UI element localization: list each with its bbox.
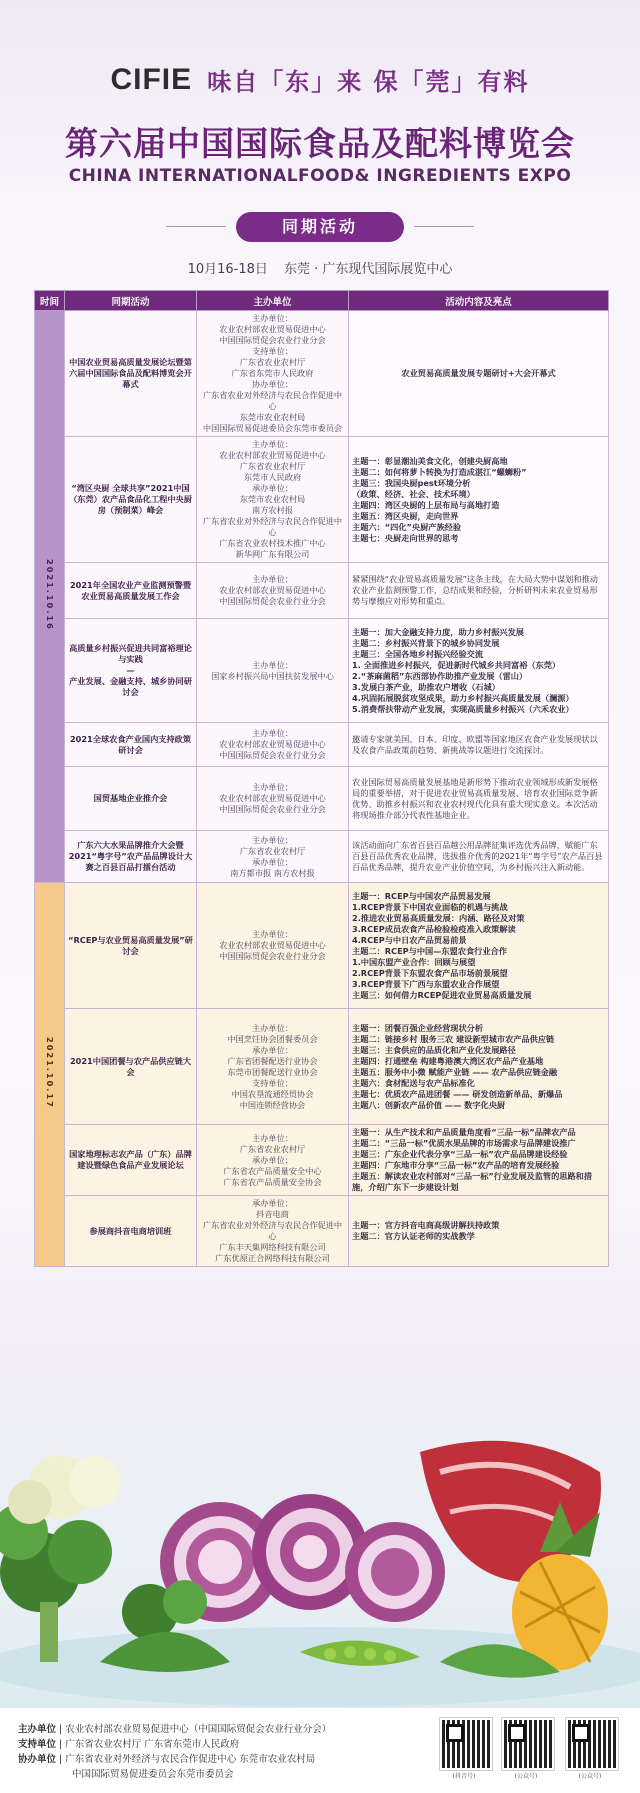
qr-label: (公众号) [578,1773,602,1780]
cifie-logo: CIFIE [110,62,193,96]
host-cell: 主办单位： 农业农村部农业贸易促进中心 广东省农业农村厅 东莞市人民政府 承办单位： 东莞市农业农村局 南方农村报 广东省农业对外经济与农民合作促进中心 广东省农业农村技术推广中心 新华网广东有限公司 [197,437,349,563]
table-header-row [35,291,609,311]
date-label: 2021.10.16 [45,559,55,631]
activity-cell: 2021全球农食产业国内支持政策研讨会 [65,723,197,767]
host-cell: 主办单位： 农业农村部农业贸易促进中心 中国国际贸促会农业行业分会 [197,723,349,767]
activity-cell: 高质量乡村振兴促进共同富裕理论与实践 — 产业发展、金融支持、城乡协同研讨会 [65,619,197,723]
activity-cell: 中国农业贸易高质量发展论坛暨第六届中国国际食品及配料博览会开幕式 [65,311,197,437]
host-cell: 主办单位： 农业农村部农业贸易促进中心 中国国际贸促会农业行业分会 [197,883,349,1009]
host-cell: 承办单位： 抖音电商 广东省农业对外经济与农民合作促进中心 广东丰天集网络科技有限公司 广东优原正合网络科技有限公司 [197,1196,349,1267]
footer [0,1708,640,1793]
content-cell: 农业贸易高质量发展专题研讨+大会开幕式 [349,311,609,437]
event-date: 10月16-18日 [187,262,268,277]
activity-cell: “湾区央厨 全球共享”2021中国（东莞）农产品食品化工程中央厨房（预制菜）峰会 [65,437,197,563]
activity-cell: 2021年全国农业产业监测预警暨农业贸易高质量发展工作会 [65,563,197,619]
content-cell: 主题一：从生产技术和产品质量角度看“三品一标”品牌农产品 主题二：“三品一标”优质水果品牌的市场需求与品牌建设推广 主题三：广东企业代表分享“三品一标”农产品品牌建设经验 主题四：广东地市分享“三品一标”农产品的培育发展经验 主题五：解读农业农村部对“三品一标”行业发展及监管的思路和措施，介绍广东下一步建设计划 [349,1125,609,1196]
content-cell: 主题一：彰显潮汕美食文化，创建央厨高地 主题二：如何将萝卜转换为打造成湛江“螺蛳粉” 主题三：我国央厨pest环境分析 （政策、经济、社会、技术环境） 主题四：湾区央厨的上层布局与高地打造 主题五：湾区央厨，走向世界 主题六：“四化”央厨产族经验 主题七：央厨走向世界的思考 [349,437,609,563]
date-cell [35,883,65,1267]
footer-organizers [18,1722,331,1782]
table-row [35,311,609,437]
activity-cell: 广东六大水果品牌推介大会暨2021“粤字号”农产品品牌设计大赛之百县百品打擂台活动 [65,831,197,883]
schedule-table [34,290,609,1267]
table-row [35,1196,609,1267]
qr-code-icon[interactable] [502,1718,554,1770]
footer-co-line: 协办单位 | 广东省农业对外经济与农民合作促进中心 东莞市农业农村局 [18,1754,316,1765]
event-venue: 东莞 · 广东现代国际展览中心 [284,262,453,277]
col-time: 时间 [35,291,65,311]
content-cell: 邀请专家就美国、日本、印度、欧盟等国家地区农食产业发展现状以及农食产品政策前趋势、新挑战等议题进行交流探讨。 [349,723,609,767]
activity-cell: “RCEP与农业贸易高质量发展”研讨会 [65,883,197,1009]
table-row [35,723,609,767]
date-venue-line [0,258,640,277]
header-slogan-row [0,62,640,97]
content-cell: 紧紧围绕“农业贸易高质量发展”这条主线，在大局大势中谋划和推动农业产业监测预警工作，总结成果和经验，分析研判未来农业贸易形势与摩擦应对形势和重点。 [349,563,609,619]
content-cell: 农业国际贸易高质量发展基地是新形势下推动农业领域形成新发展格局的重要举措，对于促进农业贸易高质量发展、培育农业国际竞争新优势、助推乡村振兴和农业农村现代化具有重大现实意义。本次活动将现场推介部分代表性基地企业。 [349,767,609,831]
host-cell: 主办单位： 广东省农业农村厅 承办单位： 广东省农产品质量安全中心 广东省农产品质量安全协会 [197,1125,349,1196]
content-cell: 主题一：RCEP与中国农产品贸易发展 1.RCEP背景下中国农业面临的机遇与挑战 2.推进农业贸易高质量发展：内涵、路径及对策 3.RCEP成员农食产品检验检疫准入政策解读 4.RCEP与中日农产品贸易前景 主题二：RCEP与中国—东盟农食行业合作 1.中国东盟产业合作：回顾与展望 2.RCEP背景下东盟农食产品市场前景展望 3.RCEP背景下广西与东盟农业合作展望 主题三：如何借力RCEP促进农业贸易高质量发展 [349,883,609,1009]
section-badge: 同期活动 [236,212,404,242]
table-row [35,883,609,1009]
content-cell: 主题一：官方抖音电商高级讲解扶持政策 主题二：官方认证老师的实战教学 [349,1196,609,1267]
qr-label: (抖音号) [452,1773,476,1780]
activity-cell: 2021中国团餐与农产品供应链大会 [65,1009,197,1125]
qr-code-icon[interactable] [440,1718,492,1770]
host-cell: 主办单位： 广东省农业农村厅 承办单位： 南方都市报 南方农村报 [197,831,349,883]
host-cell: 主办单位： 农业农村部农业贸易促进中心 中国国际贸促会农业行业分会 [197,563,349,619]
food-illustration [0,1412,640,1712]
col-activity: 同期活动 [65,291,197,311]
qr-code-icon[interactable] [566,1718,618,1770]
host-cell: 主办单位： 国家乡村振兴局中国扶贫发展中心 [197,619,349,723]
col-content: 活动内容及亮点 [349,291,609,311]
host-cell: 主办单位： 中国烹饪协会团餐委员会 承办单位： 广东省团餐配送行业协会 东莞市团餐配送行业协会 支持单位： 中国农垦流通经贸协会 中国连锁经营协会 [197,1009,349,1125]
date-cell [35,311,65,883]
activity-cell: 国贸基地企业推介会 [65,767,197,831]
content-cell: 该活动面向广东省百县百品越公用品牌征集评选优秀品牌，赋能广东百县百品优秀农业品牌，选拔推介优秀的2021年“粤字号”农产品百县百品优秀品牌，提升农业产业价值空间，为乡村振兴注入新动能。 [349,831,609,883]
slogan: 味自「东」来 保「莞」有料 [207,68,530,96]
host-cell: 主办单位： 农业农村部农业贸易促进中心 中国国际贸促会农业行业分会 支持单位： 广东省农业农村厅 广东省东莞市人民政府 协办单位： 广东省农业对外经济与农民合作促进中心 东莞市农业农村局 中国国际贸易促进委员会东莞市委员会 [197,311,349,437]
table-row [35,1009,609,1125]
table-row [35,563,609,619]
activity-cell: 国家地理标志农产品（广东）品牌建设暨绿色食品产业发展论坛 [65,1125,197,1196]
page-title: 第六届中国国际食品及配料博览会 [65,124,575,163]
activity-cell: 参展商抖音电商培训班 [65,1196,197,1267]
table-row [35,1125,609,1196]
qr-label: (公众号) [514,1773,538,1780]
footer-host-line: 主办单位 | 农业农村部农业贸易促进中心（中国国际贸促会农业行业分会） [18,1724,332,1735]
date-label: 2021.10.17 [45,1037,55,1109]
host-cell: 主办单位： 农业农村部农业贸易促进中心 中国国际贸促会农业行业分会 [197,767,349,831]
page-subtitle-en: CHINA INTERNATIONALFOOD& INGREDIENTS EXPO [68,166,572,186]
content-cell: 主题一：加大金融支持力度，助力乡村振兴发展 主题二：乡村振兴背景下的城乡协同发展 主题三：全国各地乡村振兴经验交流 1. 全面推进乡村振兴，促进新时代城乡共同富裕（东莞） 2.“茶麻菌稻”东西部协作助推产业发展（雷山） 3.发展白茶产业，助推农户增收（石城） 4.巩固拓展脱贫攻坚成果，助力乡村振兴高质量发展（澜源） 5.消费帮扶带动产业发展，实现高质量乡村振兴（六禾农业） [349,619,609,723]
table-row [35,831,609,883]
table-row [35,767,609,831]
col-host: 主办单位 [197,291,349,311]
footer-support-line: 支持单位 | 广东省农业农村厅 广东省东莞市人民政府 [18,1739,240,1750]
table-row [35,619,609,723]
content-cell: 主题一：团餐百强企业经营现状分析 主题二：链接乡村 服务三农 建设新型城市农产品供应链 主题三：主食供应的品质化和产业化发展路径 主题四：打通壁垒 构建粤港澳大湾区农产品产业基地 主题五：服务中小微 赋能产业链 —— 农产品供应链金融 主题六：食材配送与农产品标准化 主题七：优质农产品进团餐 —— 研发创造新单品、新爆品 主题八：创新农产品价值 —— 数字化央厨 [349,1009,609,1125]
footer-co-line2: 中国国际贸易促进委员会东莞市委员会 [72,1769,234,1780]
table-row [35,437,609,563]
